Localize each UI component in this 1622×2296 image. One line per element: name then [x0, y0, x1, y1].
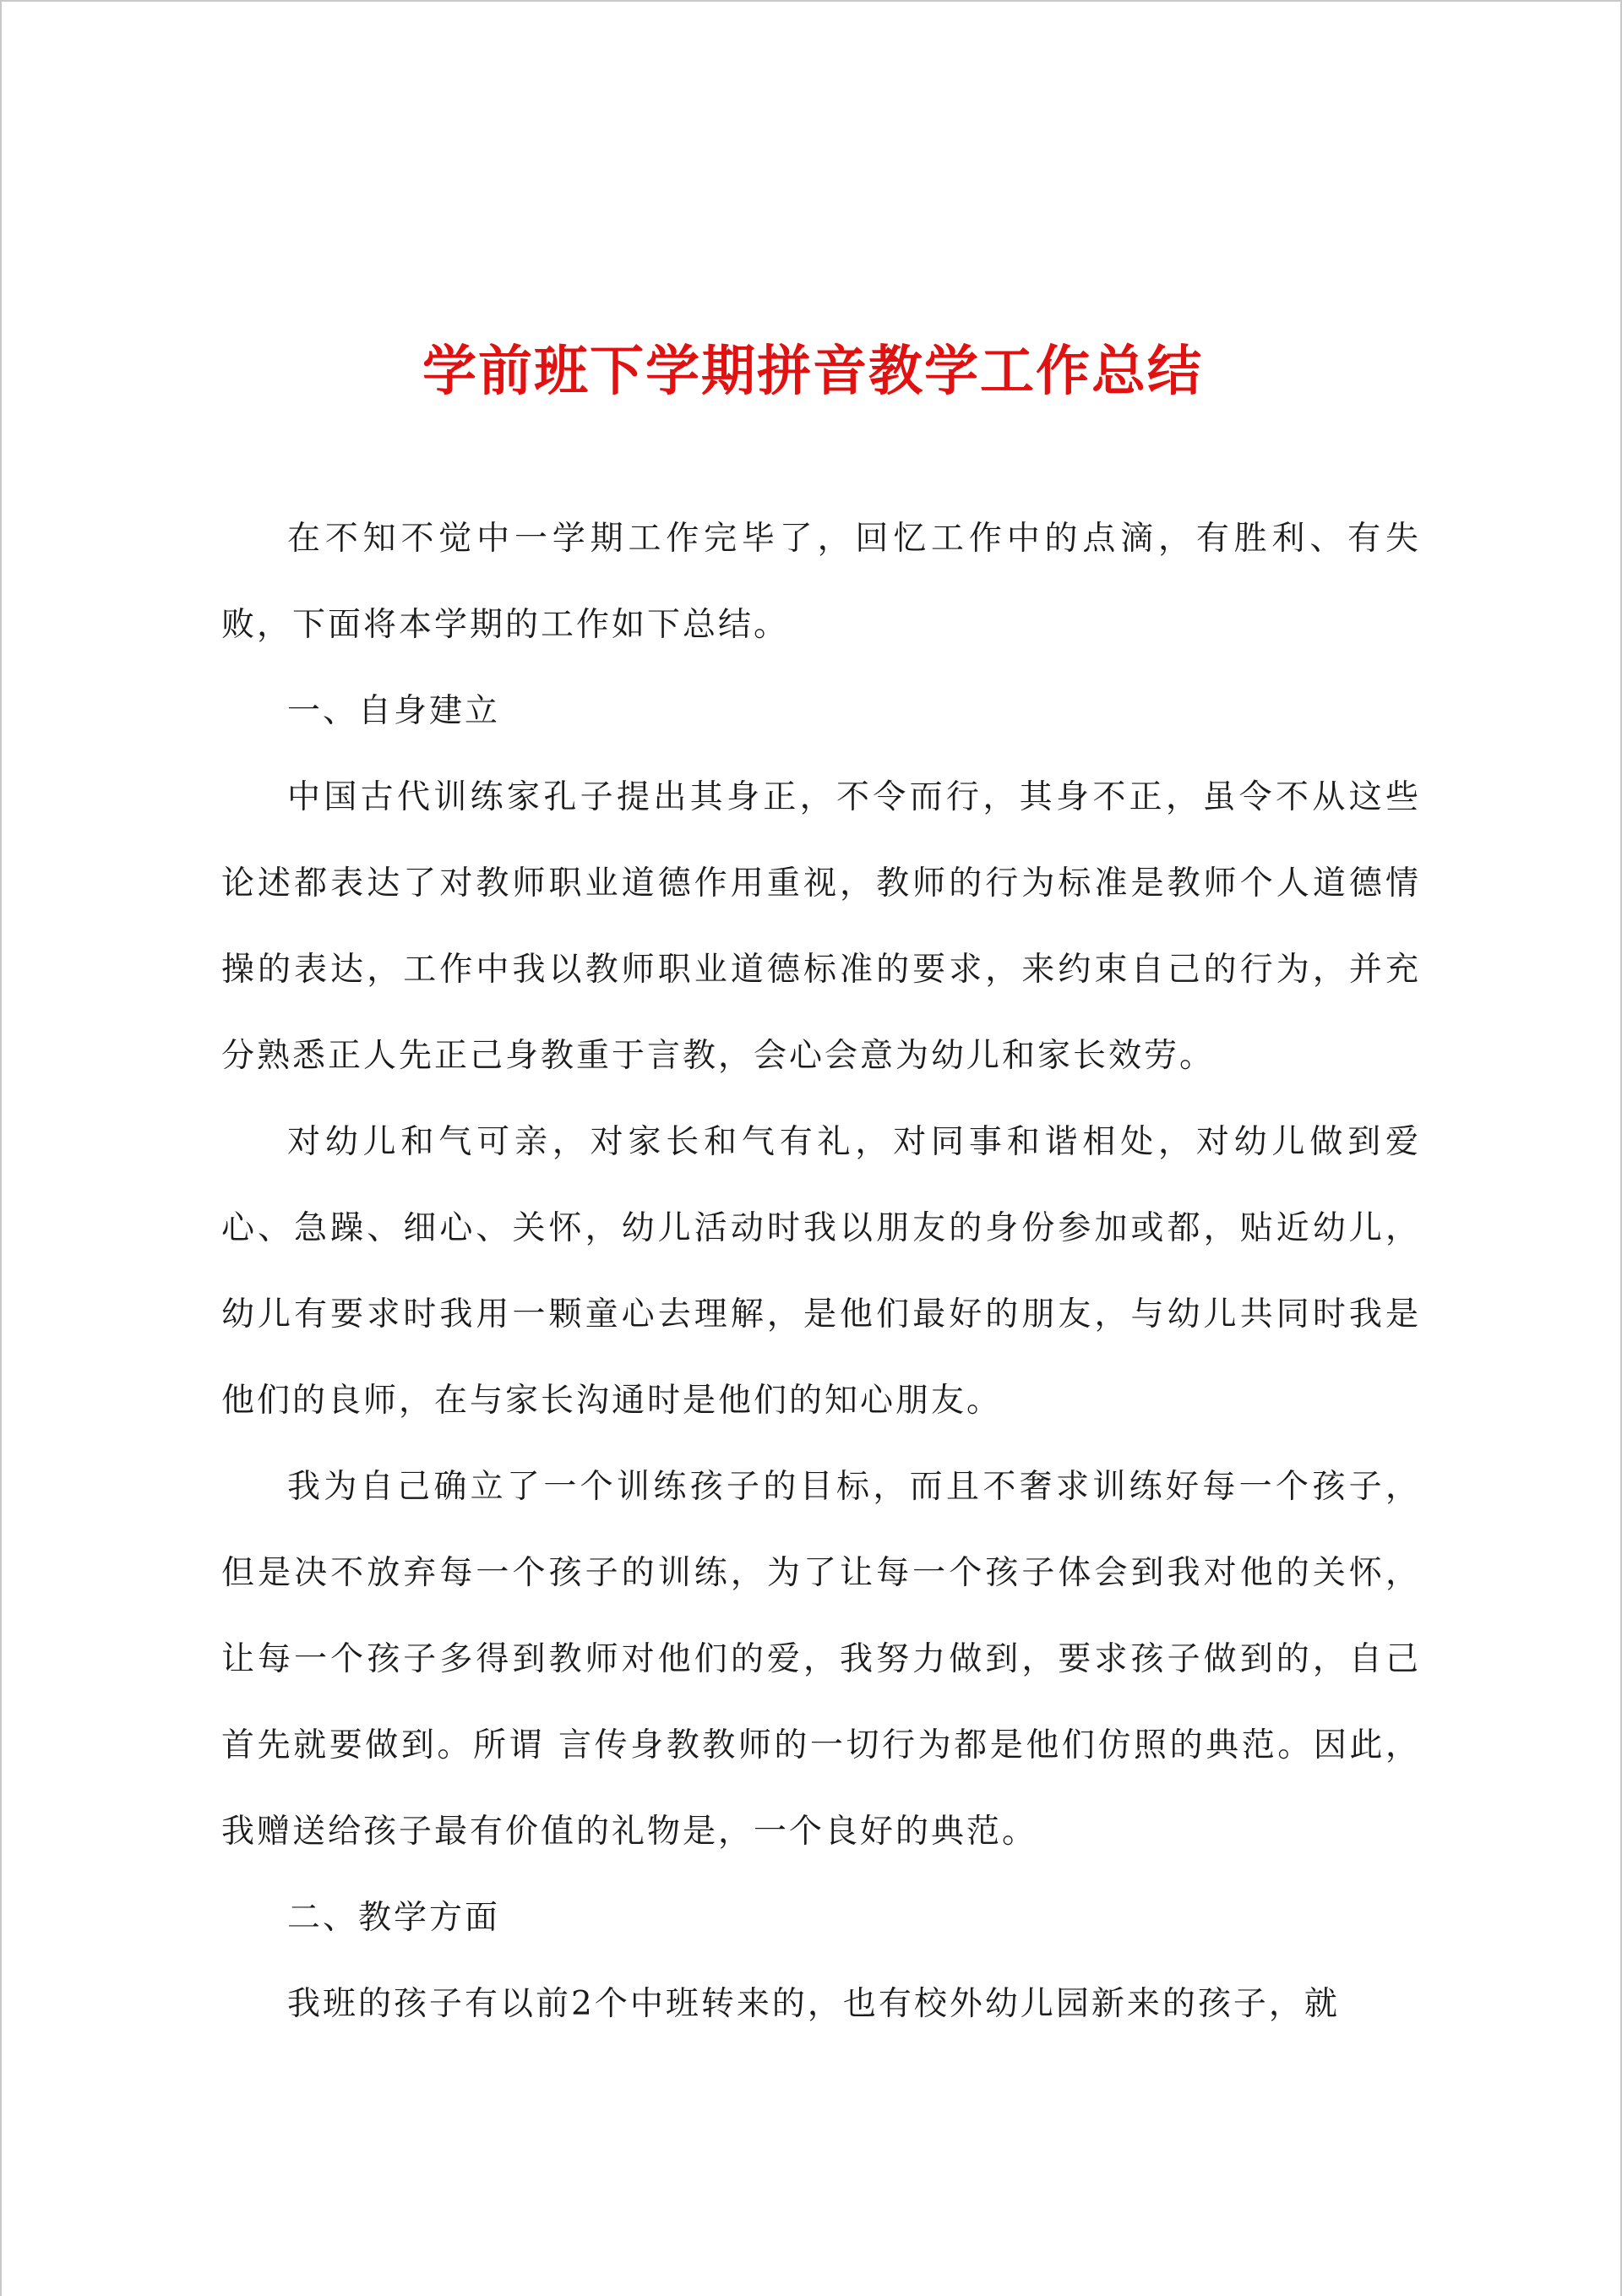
section-heading-self: 一、自身建立	[287, 692, 501, 730]
intro-paragraph: 在不知不觉中一学期工作完毕了，回忆工作中的点滴，有胜利、有失败，下面将本学期的工作如下总结。	[221, 520, 1421, 644]
self-paragraph-1: 中国古代训练家孔子提出其身正，不令而行，其身不正，虽令不从这些论述都表达了对教师职业道德作用重视，教师的行为标准是教师个人道德情操的表达，工作中我以教师职业道德标准的要求，来约束自己的行为，并充分熟悉正人先正己身教重于言教，会心会意为幼儿和家长效劳。	[221, 778, 1421, 1075]
document-body	[221, 496, 1421, 2048]
self-paragraph-3: 我为自己确立了一个训练孩子的目标，而且不奢求训练好每一个孩子，但是决不放弃每一个孩子的训练，为了让每一个孩子体会到我对他的关怀，让每一个孩子多得到教师对他们的爱，我努力做到，要求孩子做到的，自己首先就要做到。所谓 言传身教教师的一切行为都是他们仿照的典范。因此，我赠送给孩子最有价值的礼物是，一个良好的典范。	[221, 1468, 1421, 1851]
document-title: 学前班下学期拼音教学工作总结	[422, 340, 1203, 403]
section-heading-teaching: 二、教学方面	[287, 1899, 501, 1937]
teaching-paragraph-1: 我班的孩子有以前2个中班转来的，也有校外幼儿园新来的孩子，就	[287, 1985, 1340, 2023]
self-paragraph-2: 对幼儿和气可亲，对家长和气有礼，对同事和谐相处，对幼儿做到爱心、急躁、细心、关怀，幼儿活动时我以朋友的身份参加或都，贴近幼儿，幼儿有要求时我用一颗童心去理解，是他们最好的朋友，与幼儿共同时我是他们的良师，在与家长沟通时是他们的知心朋友。	[221, 1123, 1421, 1420]
